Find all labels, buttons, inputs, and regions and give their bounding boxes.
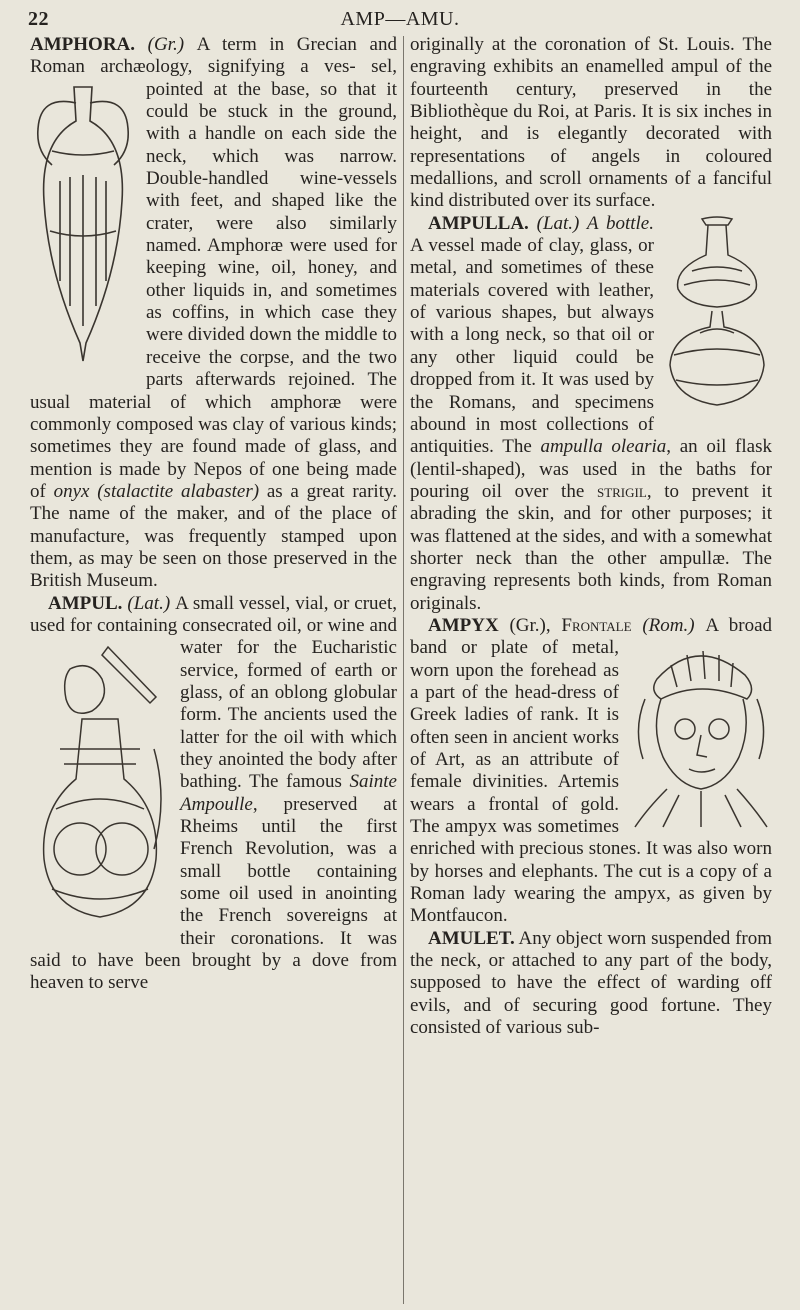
ampulla-mid: , an oil flask (lentil-shaped), was used in the baths for pouring oil over the	[410, 436, 772, 502]
amphora-body-visible: sel, pointed at the base, so that it could be stuck in the ground, with a handle on each side the neck, which was narrow. Double-handled wine-vessels with feet, and shaped like the crater, were also similarly named. Amphoræ were used for keeping wine, oil, honey, and other liquids in, and sometimes as coffins, in which case they were divided down the middle to receive the corpse, and the two parts afterwards rejoined. The usual material of which amphoræ were commonly composed was clay of various kinds; sometimes they are found made of glass, and mention is made by Nepos of one being made of	[30, 56, 397, 502]
right-column	[410, 34, 772, 1039]
amphora-figure	[30, 81, 136, 366]
ampul-sainte: Sainte Ampoulle	[180, 771, 397, 815]
amphora-intro-text: A term in Grecian and Roman archæology, signifying a ves-	[30, 34, 397, 78]
amphora-tail: as a great rarity. The name of the maker, and of the place of manufacture, was frequently stamped upon them, as may be seen on those preserved in the British Museum.	[30, 480, 397, 592]
ampyx-figure	[627, 639, 772, 829]
left-column	[30, 34, 397, 995]
amphora-illustration-icon	[30, 81, 136, 366]
ampyx-body: A broad band or plate of metal, worn upon the forehead as a part of the head-dress of Greek ladies of rank. It is often seen in ancient works of Art, as an attribute of female divinities. Artemis wears a frontal of gold. The ampyx was sometimes enriched with precious stones. It was also worn by horses and elephants. The cut is a copy of a Roman lady wearing the ampyx, as given by Montfaucon.	[410, 614, 773, 927]
entry-amulet	[410, 928, 772, 1040]
etym-ampul: (Lat.)	[122, 592, 176, 614]
ampulla-figure	[662, 215, 772, 415]
etym-ampyx: (Gr.),	[498, 614, 562, 636]
ampulla-strigil: strigil	[596, 480, 647, 502]
column-divider	[403, 36, 404, 1304]
etym-ampyx-rom: (Rom.)	[631, 614, 706, 636]
ampulla-illustration-icon	[662, 215, 772, 415]
amphora-onyx: onyx (stalactite alabaster)	[53, 480, 260, 502]
page-number: 22	[28, 8, 49, 30]
ampulla-bottle: A bottle.	[586, 212, 654, 234]
etym-amphora: (Gr.)	[135, 34, 197, 55]
ampulla-olearia: ampulla olearia	[540, 436, 667, 458]
headword-ampulla: AMPULLA.	[428, 212, 529, 234]
entry-ampulla	[410, 213, 772, 615]
headword-ampul: AMPUL.	[48, 592, 123, 614]
ampulla-tail: , to prevent it abrading the skin, and for other purposes; it was flattened at the sides, and with a somewhat shorter neck than the other ampullæ. The engraving represents both kinds, from Roman originals.	[410, 480, 772, 614]
ampulla-body: A vessel made of clay, glass, or metal, and sometimes of these materials covered with leather, of various shapes, but always with a long neck, so that oil or any other liquid could be dropped from it. It was used by the Romans, and specimens abound in most collections of antiquities. The	[410, 235, 654, 458]
amulet-body: Any object worn suspended from the neck, or attached to any part of the body, supposed to have the effect of warding off evils, and of securing good fortune. They consisted of various sub-	[410, 927, 772, 1039]
entry-ampul	[30, 593, 397, 995]
entry-ampyx	[410, 615, 772, 928]
ampyx-frontale: Frontale	[561, 614, 632, 636]
ampyx-illustration-icon	[627, 639, 772, 829]
etym-ampulla: (Lat.)	[528, 212, 587, 234]
ampul-intro: A small vessel, vial, or cruet, used for containing consecrated	[30, 592, 398, 636]
headword-amphora: AMPHORA.	[30, 34, 136, 55]
ampul-continuation: originally at the coronation of St. Louis. The engraving exhibits an enamelled ampul of the fourteenth century, preserved in the Bibliothèque du Roi, at Paris. It is six inches in height, and is elegantly decorated with representations of angels in coloured medallions, and scroll ornaments of a fanciful kind distributed over its surface.	[410, 34, 772, 212]
running-title: AMP—AMU.	[340, 8, 460, 30]
headword-ampyx: AMPYX	[428, 614, 499, 636]
entry-amphora	[30, 34, 397, 593]
ampul-tail: , preserved at Rheims until the first French Revolution, was a small bottle containing some oil used in anointing the French sovereigns at their coronations. It was said to have been brought by a dove from heaven to serve	[30, 793, 397, 994]
headword-amulet: AMULET.	[428, 927, 515, 949]
ampul-body-visible: oil, or wine and water for the Eucharistic service, formed of earth or glass, of an oblong globular form. The ancients used the latter for the oil with which they anointed the body after bathing. The famous	[180, 614, 397, 793]
ampul-figure	[30, 639, 170, 929]
ampul-illustration-icon	[30, 639, 170, 929]
